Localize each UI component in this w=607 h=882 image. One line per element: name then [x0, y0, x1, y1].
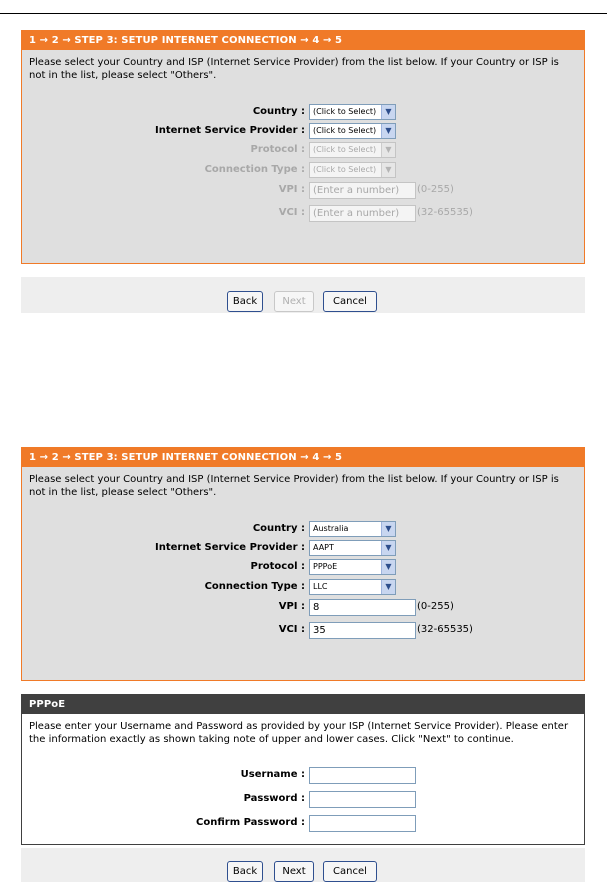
chevron-down-icon: ▼ [381, 105, 395, 119]
connection-type-label: Connection Type : [204, 581, 305, 592]
country-value: Australia [313, 524, 349, 533]
vci-input[interactable]: (Enter a number) [309, 205, 416, 222]
protocol-value: PPPoE [313, 562, 338, 571]
connection-type-value: LLC [313, 582, 328, 591]
pppoe-header: PPPoE [22, 695, 584, 714]
chevron-down-icon: ▼ [381, 541, 395, 555]
connection-type-value: (Click to Select) [313, 165, 377, 174]
vci-range: (32-65535) [417, 207, 473, 218]
next-button: Next [274, 291, 314, 312]
vpi-input[interactable]: 8 [309, 599, 416, 616]
isp-value: AAPT [313, 543, 334, 552]
isp-label: Internet Service Provider : [155, 125, 305, 136]
isp-label: Internet Service Provider : [155, 542, 305, 553]
vpi-row [22, 182, 586, 198]
chevron-down-icon: ▼ [381, 560, 395, 574]
top-rule [0, 13, 607, 14]
connection-type-row [22, 579, 586, 595]
step-header: 1 → 2 → STEP 3: SETUP INTERNET CONNECTION → 4 → 5 [22, 448, 584, 467]
vci-input[interactable]: 35 [309, 622, 416, 639]
back-button[interactable]: Back [227, 291, 263, 312]
country-select[interactable] [309, 521, 396, 537]
setup-panel-filled [21, 447, 585, 681]
isp-value: (Click to Select) [313, 126, 377, 135]
vpi-range: (0-255) [417, 601, 454, 612]
vpi-input[interactable]: (Enter a number) [309, 182, 416, 199]
isp-select[interactable] [309, 123, 396, 139]
country-value: (Click to Select) [313, 107, 377, 116]
username-row [22, 767, 586, 783]
button-bar-initial [21, 277, 585, 313]
step-header: 1 → 2 → STEP 3: SETUP INTERNET CONNECTION → 4 → 5 [22, 31, 584, 50]
confirm-password-row [22, 815, 586, 831]
chevron-down-icon: ▼ [381, 163, 395, 177]
step-description: Please select your Country and ISP (Internet Service Provider) from the list below. If your Country or ISP is not in the list, please select "Others". [29, 474, 559, 498]
vci-row [22, 622, 586, 638]
protocol-select[interactable] [309, 559, 396, 575]
vci-label: VCI : [278, 624, 305, 635]
username-input[interactable] [309, 767, 416, 784]
vci-range: (32-65535) [417, 624, 473, 635]
back-button[interactable]: Back [227, 861, 263, 882]
pppoe-panel [21, 694, 585, 845]
country-select[interactable] [309, 104, 396, 120]
protocol-row [22, 142, 586, 158]
username-label: Username : [240, 769, 305, 780]
chevron-down-icon: ▼ [381, 580, 395, 594]
setup-panel-initial [21, 30, 585, 264]
step-description: Please select your Country and ISP (Internet Service Provider) from the list below. If your Country or ISP is not in the list, please select "Others". [29, 57, 559, 81]
connection-type-select[interactable] [309, 579, 396, 595]
country-label: Country : [252, 106, 305, 117]
vci-row [22, 205, 586, 221]
confirm-password-input[interactable] [309, 815, 416, 832]
isp-select[interactable] [309, 540, 396, 556]
country-row [22, 104, 586, 120]
button-bar-filled [21, 848, 585, 882]
cancel-button[interactable]: Cancel [323, 291, 377, 312]
isp-row [22, 540, 586, 556]
connection-type-row [22, 162, 586, 178]
password-row [22, 791, 586, 807]
vci-label: VCI : [278, 207, 305, 218]
password-input[interactable] [309, 791, 416, 808]
protocol-row [22, 559, 586, 575]
protocol-select [309, 142, 396, 158]
isp-row [22, 123, 586, 139]
country-row [22, 521, 586, 537]
protocol-value: (Click to Select) [313, 145, 377, 154]
confirm-password-label: Confirm Password : [196, 817, 305, 828]
vpi-label: VPI : [278, 601, 305, 612]
chevron-down-icon: ▼ [381, 522, 395, 536]
vpi-row [22, 599, 586, 615]
cancel-button[interactable]: Cancel [323, 861, 377, 882]
protocol-label: Protocol : [250, 561, 305, 572]
protocol-label: Protocol : [250, 144, 305, 155]
next-button[interactable]: Next [274, 861, 314, 882]
country-label: Country : [252, 523, 305, 534]
connection-type-select [309, 162, 396, 178]
password-label: Password : [243, 793, 305, 804]
chevron-down-icon: ▼ [381, 143, 395, 157]
pppoe-description: Please enter your Username and Password as provided by your ISP (Internet Service Provider). Please enter the information exactly as shown taking note of upper and lower cases. Click "Next" to continue. [29, 721, 569, 745]
vpi-range: (0-255) [417, 184, 454, 195]
connection-type-label: Connection Type : [204, 164, 305, 175]
vpi-label: VPI : [278, 184, 305, 195]
chevron-down-icon: ▼ [381, 124, 395, 138]
